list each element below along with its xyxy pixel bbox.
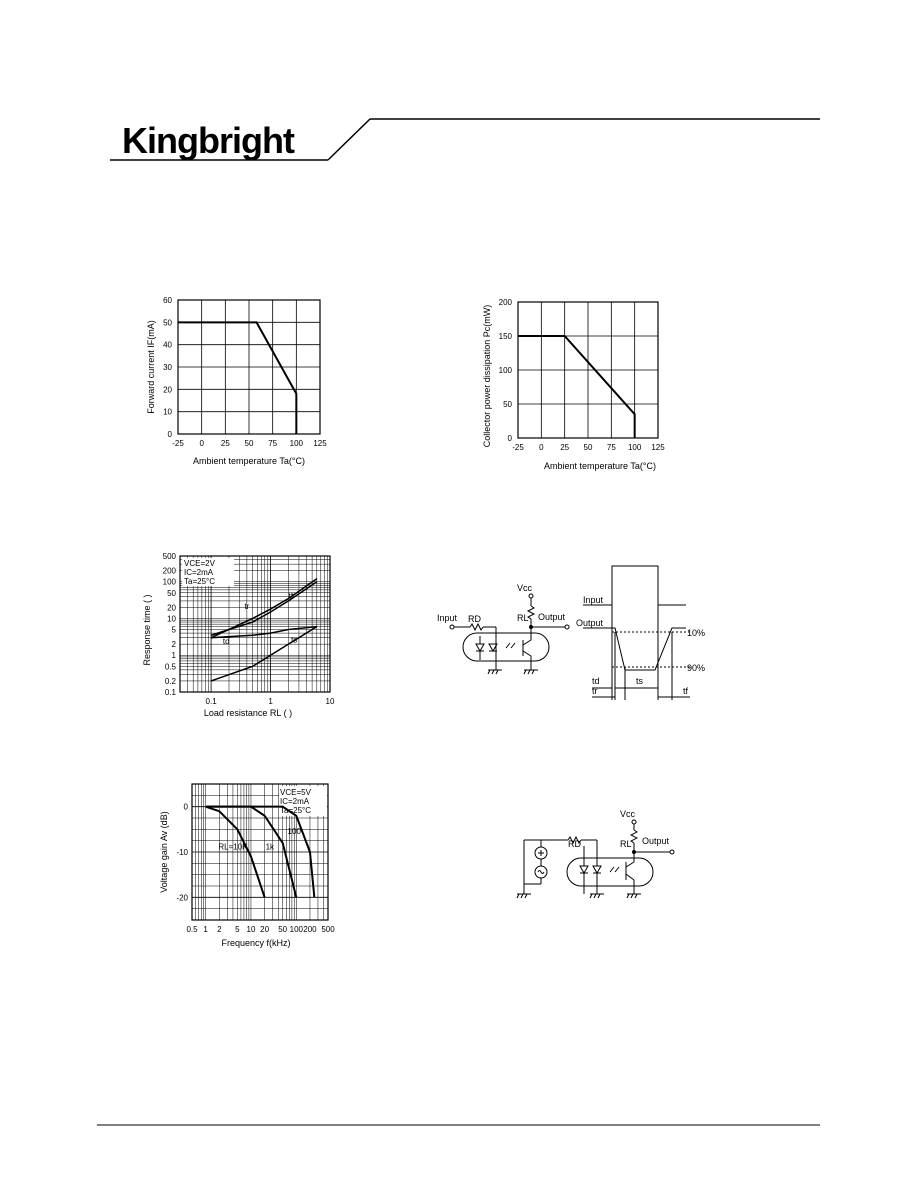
load-resistor: [528, 606, 534, 619]
y-tick-label: 100: [498, 366, 512, 375]
output-terminal: [670, 850, 674, 854]
series-label: RL=10K: [218, 842, 248, 852]
y-ticks: [499, 298, 513, 443]
x-tick-label: 25: [220, 439, 230, 448]
x-tick-label: 0.5: [186, 925, 198, 934]
label-tr: tr: [592, 686, 598, 696]
x-axis-label: Ambient temperature Ta(°C): [544, 461, 656, 471]
x-axis-label: Load resistance RL ( ): [203, 708, 293, 718]
x-tick-label: 50: [278, 925, 288, 934]
output-terminal: [565, 625, 569, 629]
x-tick-label: 200: [303, 925, 317, 934]
y-tick-label: 30: [163, 363, 172, 372]
y-tick-label: -20: [176, 893, 188, 903]
x-tick-label: 5: [235, 925, 240, 934]
x-tick-label: 0.1: [205, 697, 217, 706]
input-resistor: [470, 624, 483, 630]
output-label: Output: [642, 836, 670, 846]
series-ts: [211, 627, 317, 681]
x-tick-label: -25: [512, 443, 524, 452]
y-tick-label: 100: [162, 577, 176, 587]
y-tick-label: 0: [167, 430, 172, 439]
y-tick-label: 1: [171, 651, 176, 661]
load-resistor: [631, 830, 637, 843]
condition-ta: Ta=25°C: [184, 577, 215, 586]
test-circuit-2: [517, 809, 674, 898]
x-tick-label: 1: [268, 697, 273, 706]
x-tick-label: 75: [606, 443, 616, 452]
ground-1: [488, 670, 502, 674]
y-tick-label: 0.2: [164, 676, 176, 686]
wave-input-label: Input: [583, 595, 604, 605]
header-slash: [328, 119, 370, 160]
label-ts: ts: [636, 676, 644, 686]
y-tick-label: 50: [163, 318, 172, 328]
led-diode-2: [593, 866, 601, 873]
condition-ic: IC=2mA: [280, 797, 310, 806]
y-tick-label: 40: [163, 340, 172, 350]
wave-output-label: Output: [576, 618, 604, 628]
x-ticks: [186, 925, 335, 934]
x-tick-label: 100: [289, 925, 303, 934]
y-tick-label: 50: [167, 588, 176, 598]
label-90pct: 90%: [687, 663, 706, 673]
x-ticks: [206, 697, 335, 706]
condition-vce: VCE=5V: [280, 788, 311, 797]
x-tick-label: 2: [217, 925, 222, 934]
condition-ic: IC=2mA: [184, 568, 214, 577]
y-tick-label: 0: [507, 434, 512, 443]
x-tick-label: 500: [321, 925, 335, 934]
y-tick-label: -10: [176, 848, 188, 857]
x-tick-label: 1: [203, 925, 208, 934]
x-tick-label: 50: [583, 443, 593, 452]
series-label-tr: tr: [244, 602, 250, 612]
label-10pct: 10%: [687, 628, 706, 638]
vcc-label: Vcc: [620, 809, 636, 819]
y-axis-label: Collector power dissipation Pc(mW): [482, 304, 492, 448]
led-diode-1: [580, 866, 588, 873]
y-axis-label: Forward current IF(mA): [146, 320, 156, 414]
series-label: 100: [287, 826, 301, 836]
x-tick-label: -25: [172, 439, 184, 448]
y-tick-label: 0.1: [164, 688, 176, 697]
y-tick-label: 0.5: [164, 662, 176, 672]
series-label-ts: ts: [291, 635, 298, 645]
y-tick-label: 5: [171, 625, 176, 635]
y-tick-label: 20: [163, 385, 172, 395]
y-tick-label: 10: [167, 614, 176, 624]
x-ticks: [172, 439, 327, 448]
series-label-td: td: [222, 637, 230, 647]
x-tick-label: 100: [289, 439, 304, 448]
light-arrows: [610, 867, 619, 872]
y-tick-label: 200: [498, 298, 512, 307]
series-label-tf: tf: [288, 591, 294, 601]
y-ticks: [163, 552, 177, 697]
y-tick-label: 2: [171, 640, 176, 650]
ground-3: [627, 894, 641, 898]
rl-label: RL: [517, 613, 529, 623]
chart-voltage-gain: [159, 784, 335, 948]
ground-2: [590, 894, 604, 898]
input-label: Input: [437, 613, 458, 623]
rd-label: RD: [568, 839, 581, 849]
y-ticks: [176, 803, 188, 903]
output-waveform: [583, 628, 686, 670]
condition-vce: VCE=2V: [184, 559, 215, 568]
x-tick-label: 25: [560, 443, 570, 452]
x-tick-label: 125: [651, 443, 665, 452]
vcc-label: Vcc: [517, 583, 533, 593]
series-forward-current: [178, 322, 296, 434]
y-tick-label: 50: [503, 400, 512, 409]
x-axis-label: Ambient temperature Ta(°C): [193, 456, 305, 466]
x-tick-label: 100: [627, 443, 642, 452]
y-tick-label: 60: [163, 296, 172, 305]
chart-power-dissipation: [482, 298, 665, 471]
x-tick-label: 20: [260, 925, 270, 934]
vcc-terminal: [529, 594, 533, 598]
y-tick-label: 500: [162, 552, 176, 561]
x-tick-label: 0: [539, 443, 544, 452]
light-arrows: [506, 643, 515, 648]
x-axis-label: Frequency f(kHz): [221, 938, 291, 948]
x-tick-label: 75: [268, 439, 278, 448]
ground-2: [524, 670, 538, 674]
chart-response-time: [142, 552, 335, 718]
header: [110, 119, 820, 161]
input-terminal: [450, 625, 454, 629]
condition-ta: Ta=25°C: [280, 806, 311, 815]
rl-label: RL: [620, 839, 632, 849]
output-label: Output: [538, 612, 566, 622]
label-td: td: [592, 676, 600, 686]
series-label: 1k: [265, 842, 275, 852]
ground-1: [517, 894, 531, 898]
y-axis-label: Voltage gain Av (dB): [159, 811, 169, 893]
series-power-dissipation: [518, 336, 635, 438]
y-ticks: [163, 296, 172, 439]
brand-logo: Kingbright: [122, 120, 294, 161]
y-axis-label: Response time ( ): [142, 594, 152, 666]
x-tick-label: 125: [313, 439, 327, 448]
x-ticks: [512, 443, 665, 452]
switching-waveform: [576, 566, 705, 700]
rd-label: RD: [468, 614, 481, 624]
x-tick-label: 10: [246, 925, 256, 934]
y-tick-label: 0: [183, 802, 188, 812]
y-tick-label: 150: [498, 332, 512, 341]
x-tick-label: 50: [244, 439, 254, 448]
x-tick-label: 10: [325, 697, 335, 706]
optocoupler-package: [463, 633, 549, 661]
label-tf: tf: [683, 686, 689, 696]
y-tick-label: 200: [162, 566, 176, 576]
vcc-terminal: [632, 820, 636, 824]
x-tick-label: 0: [199, 439, 204, 448]
y-tick-label: 10: [163, 407, 172, 417]
y-tick-label: 20: [167, 603, 176, 613]
led-diode-1: [476, 644, 484, 651]
test-circuit-1: [437, 583, 569, 674]
chart-forward-current: [146, 296, 327, 466]
